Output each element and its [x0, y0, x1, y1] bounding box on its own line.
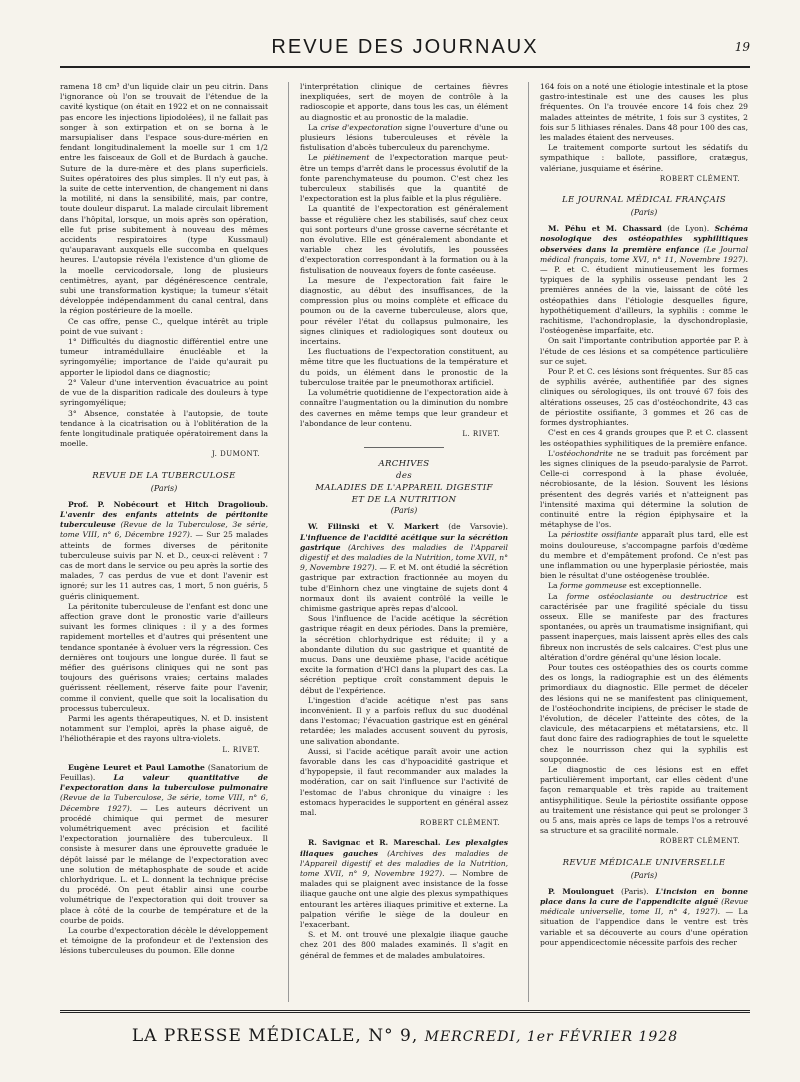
paragraph: La mesure de l'expectoration fait faire le diagnostic, au début des insuffisances, de la compression plus ou moins complète et efficace du poumon ou de la caverne tuberculeuse, alors que, pour révéler l'état du collapsus pulmonaire, les signes cliniques et radiologiques sont douteux ou incertains.	[300, 275, 508, 347]
page-number: 19	[734, 40, 750, 54]
section-title-line: MALADIES DE L'APPAREIL DIGESTIF	[315, 483, 493, 494]
paragraph: La péritonite tuberculeuse de l'enfant est donc une affection grave dont le pronostic varie d'ailleurs suivant les formes cliniques : il y a des formes rapidement mortelles et d'autres qui présentent une tendance spontanée à évoluer vers la régression. Ces dernières ont toujours une longue durée. Il faut se méfier des guérisons cliniques qui ne sont pas toujours des guérisons vraies; certains malades guérissent réellement, réserve faite pour l'avenir, comme il convient, quelle que soit la localisation du processus tuberculeux.	[60, 601, 268, 713]
paragraph: ramena 18 cm³ d'un liquide clair un peu citrin. Dans l'ignorance où l'on se trouvait de l'étendue de la cavité kystique (on était en 1922 et on ne connaissait pas encore les injections lipiodolées), il ne fallait pas songer à son extirpation et on se borna à le marsupialiser dans l'espace sous-dure-mérien en fendant longitudinalement la moelle sur 1 cm 1/2 entre les faisceaux de Goll et de Burdach à gauche. Suture de la dure-mère et des plans superficiels. Suites opératoires des plus simples. Il n'y eut pas, à la suite de cette intervention, de changement ni dans la motilité, ni dans la sensibilité, mais, par contre, toute douleur disparut. La malade circulait librement dans l'hôpital, lorsque, un mois après son opération, elle fut prise subitement à nouveau des mêmes accidents respiratoires (type Kussmaul) qu'auparavant auxquels elle succomba en quelques heures. L'autopsie révéla l'existence d'un gliome de la moelle cervicodorsale, long de plusieurs centimètres, ayant, par dégénérescence centrale, subi une transformation kystique; la tumeur s'était développée indépendamment du canal central, dans la région postérieure de la moelle.	[60, 82, 268, 316]
article-text: — Les auteurs décrivent un procédé chimique qui permet de mesurer volumétriquement avec précision et facilité l'expectoration journalière des tuberculeux. Il consiste à mesurer dans une éprouvette graduée le dépôt laissé par le mélange de l'expectoration avec une solution de métaphosphate de soude et acide chlorhydrique. L. et L. donnent la technique précise du procédé. On peut établir ainsi une courbe volumétrique de l'expectoration qui doit trouver sa place à côté de la courbe de température et de la courbe de poids.	[60, 803, 268, 925]
section-title: REVUE MÉDICALE UNIVERSELLE	[562, 857, 726, 868]
article-authors: M. Péhu et M. Chassard	[548, 224, 662, 234]
paragraph: 3° Absence, constatée à l'autopsie, de toute tendance à la cicatrisation ou à l'oblitération de la fente longitudinale pratiquée opératoirement dans la moelle.	[60, 408, 268, 449]
column-1	[60, 82, 268, 1002]
paragraph: La forme gommeuse est exceptionnelle.	[548, 581, 702, 591]
section-title	[300, 458, 508, 506]
paragraph: La volumétrie quotidienne de l'expectoration aide à connaître l'augmentation ou la diminution du nombre des cavernes en même temps que leur grandeur et l'abondance de leur contenu.	[300, 388, 508, 428]
article-text: — P. et C. étudient minutieusement les formes typiques de la syphilis osseuse pendant les 2 premières années de la vie, laissant de côté les ostéopathies dans l'étiologie desquelles figure, hypothétiquement d'ailleurs, la syphilis : comme le rachitisme, l'achondroplasie, la dyschondroplasie, l'ostéogenèse imparfaite, etc.	[540, 265, 748, 336]
article-reference: (Revue médicale universelle, tome II, n° 4, 1927).	[540, 897, 748, 917]
section-title: REVUE DE LA TUBERCULOSE	[92, 470, 236, 481]
article	[540, 224, 748, 336]
article-text: — Sur 25 malades atteints de formes diverses de péritonite tuberculeuse suivis par N. et D., ceux-ci relèvent : 7 cas de mort dans le service ou peu après la sortie des malades, 7 cas perdus de vue et dont l'avenir est ignoré; sur les 11 autres cas, 1 mort, 5 non guéris, 5 guéris cliniquement.	[60, 530, 268, 601]
section-city: (Paris)	[630, 208, 658, 218]
article	[300, 838, 508, 930]
article-institution: (de Varsovie).	[448, 522, 508, 532]
paragraph: 2° Valeur d'une intervention évacuatrice au point de vue de la disparition radicale des douleurs à type syringomyélique;	[60, 377, 268, 408]
divider	[364, 447, 444, 448]
paragraph: La périostite ossifiante apparaît plus tard, elle est moins douloureuse, s'accompagne parfois d'œdème du membre et d'empâtement profond. Ce n'est pas une inflammation ou une hyperplasie périostée, mais bien le résultat d'une ostéogenèse troublée.	[540, 530, 748, 581]
column-3	[540, 82, 748, 1002]
paragraph: L'ostéochondrite ne se traduit pas forcément par les signes cliniques de la pseudo-paralysie de Parrot. Celle-ci correspond à la phase évoluée, nécrobiosante, de la lésion. Souvent les lésions présentent des degrés variés et n'atteignent pas l'intensité maxima qui détermine la solution de continuité entre la région épiphysaire et la métaphyse de l'os.	[540, 448, 748, 530]
article	[540, 887, 748, 948]
section-title-line: ET DE LA NUTRITION	[351, 495, 457, 506]
paragraph: Pour P. et C. ces lésions sont fréquentes. Sur 85 cas de syphilis avérée, authentifiée par des signes cliniques ou sérologiques, ils ont trouvé 67 fois des altérations osseuses, 25 cas d'ostéochondrite, 43 cas de périostite ossifiante, 3 gommes et 26 cas de formes dystrophiantes.	[540, 367, 748, 428]
page-header	[60, 36, 750, 66]
paragraph: La crise d'expectoration signe l'ouverture d'une ou plusieurs lésions tuberculeuses et révèle la fistulisation d'abcès tuberculeux du parenchyme.	[300, 122, 508, 153]
section-title-line: des	[396, 471, 412, 482]
signature: L. RIVET.	[462, 429, 500, 438]
signature: J. DUMONT.	[211, 450, 260, 459]
paragraph: La quantité de l'expectoration est généralement basse et régulière chez les stabilisés, sauf chez ceux qui sont porteurs d'une grosse caverne sécrétante et non évolutive. Elle est généralement abondante et variable chez les évolutifs, les poussées d'expectoration correspondant à la formation ou à la fistulisation de nouveaux foyers de fonte caséeuse.	[300, 204, 508, 275]
journal-section-title: REVUE DES JOURNAUX	[271, 36, 539, 58]
article	[60, 763, 268, 926]
paragraph: La forme ostéoclasiante ou destructrice est caractérisée par une fragilité spéciale du tissu osseux. Elle se manifeste par des fractures spontanées, ou après un traumatisme insignifiant, qui passent inaperçues, mais laissent après elles des cals fibreux non incrustés de sels calcaires. C'est plus une altération d'ordre général qu'une lésion locale.	[540, 591, 748, 662]
article-authors: P. Moulonguet	[548, 886, 614, 896]
paragraph: Le traitement comporte surtout les sédatifs du sympathique : ballote, passiflore, cratægus, valériane, jusquiame et ésérine.	[540, 143, 748, 173]
signature: L. RIVET.	[222, 745, 260, 754]
article-authors: Prof. P. Nobécourt et Hitch Dragolioub.	[68, 499, 268, 509]
column-2	[300, 82, 508, 1002]
paragraph: La courbe d'expectoration décèle le développement et témoigne de la profondeur et de l'extension des lésions tuberculeuses du poumon. Elle donne	[60, 926, 268, 956]
paragraph: Le piétinement de l'expectoration marque peut-être un temps d'arrêt dans le processus évolutif de la fonte parenchymateuse du poumon. C'est chez les tuberculeux stabilisés que la quantité de l'expectoration est la plus faible et la plus régulière.	[300, 153, 508, 204]
article-authors: W. Filinski et V. Markert	[308, 522, 439, 532]
paragraph: Pour toutes ces ostéopathies des os courts comme des os longs, la radiographie est un des éléments primordiaux du diagnostic. Elle permet de déceler des lésions qui ne se manifestent pas cliniquement, de l'ostéochondrite incipiens, de préciser le stade de l'évolution, de déceler l'atteinte des côtes, de la clavicule, des métacarpiens et métatarsiens, etc. Il faut donc faire des radiographies de tout le squelette chez le nourrisson chez qui la syphilis est soupçonnée.	[540, 662, 748, 764]
section-city: (Paris)	[390, 506, 418, 516]
paragraph: Les fluctuations de l'expectoration constituent, au même titre que les fluctuations de la température et du poids, un élément dans le pronostic de la tuberculose traitée par le pneumothorax artificiel.	[300, 347, 508, 387]
article-reference: (Archives des maladies de l'Appareil digestif et des maladies de la Nutrition, tome XVII, n° 9, Novembre 1927).	[300, 542, 508, 573]
article-reference: (Archives des maladies de l'Appareil digestif et des maladies de la Nutrition, tome XVII, n° 9, Novembre 1927).	[300, 848, 508, 879]
paragraph: Sous l'influence de l'acide acétique la sécrétion gastrique réagit en deux périodes. Dans la première, la sécrétion chlorhydrique est réduite; il y a abondante dilution du suc gastrique et quantité de mucus. Dans une deuxième phase, l'acide acétique excite la formation d'HCl dans la plupart des cas. La sécrétion peptique croît constamment depuis le début de l'expérience.	[300, 614, 508, 695]
paragraph: L'ingestion d'acide acétique n'est pas sans inconvénient. Il y a parfois reflux du suc duodénal dans l'estomac; l'évacuation gastrique est en général retardée; les malades accusent souvent du pyrosis, une salivation abondante.	[300, 695, 508, 746]
section-title: LE JOURNAL MÉDICAL FRANÇAIS	[562, 195, 726, 206]
paragraph: 1° Difficultés du diagnostic différentiel entre une tumeur intramédullaire énucléable et la syringomyélie; importance de l'aide qu'aurait pu apporter le lipiodol dans ce diagnostic;	[60, 337, 268, 377]
paragraph: S. et M. ont trouvé une plexalgie iliaque gauche chez 201 des 800 malades examinés. Il s'agit en général de femmes et de malades ambulatoires.	[300, 930, 508, 960]
article-text: — Nombre de malades qui se plaignent avec insistance de la fosse iliaque gauche ont une algie des plexus sympathiques entourant les artères iliaques primitive et externe. La palpation vérifie le siège de la douleur en l'exacerbant.	[300, 869, 508, 930]
article	[300, 522, 508, 614]
article	[60, 500, 268, 602]
footer-rule	[60, 1010, 750, 1013]
paragraph: On sait l'importante contribution apportée par P. à l'étude de ces lésions et sa compétence particulière sur ce sujet.	[540, 336, 748, 366]
article-institution: (Paris).	[620, 886, 649, 896]
article-title: Schéma nosologique des ostéopathies syphilitiques observées dans la première enfance	[540, 224, 748, 254]
footer-date: MERCREDI, 1er FÉVRIER 1928	[424, 1029, 679, 1045]
paragraph: Ce cas offre, pense C., quelque intérêt au triple point de vue suivant :	[60, 316, 268, 336]
section-city: (Paris)	[150, 483, 178, 493]
article-authors: R. Savignac et R. Mareschal.	[308, 838, 441, 848]
article-text: — La situation de l'appendice dans le ventre est très variable et sa découverte au cours d'une opération pour appendicectomie nécessite parfois des recher	[540, 907, 748, 947]
header-rule	[60, 66, 750, 68]
article-title: L'incision en bonne place dans la cure de l'appendicite aiguë	[540, 886, 748, 907]
paragraph: Parmi les agents thérapeutiques, N. et D. insistent notamment sur l'emploi, après la phase aiguë, de l'héliothérapie et des rayons ultra-violets.	[60, 713, 268, 744]
paragraph: l'interprétation clinique de certaines fièvres inexpliquées, sert de moyen de contrôle à la radioscopie et apporte, dans tous les cas, un élément au diagnostic et au pronostic de la maladie.	[300, 82, 508, 122]
signature: ROBERT CLÉMENT.	[659, 174, 740, 183]
footer-journal: LA PRESSE MÉDICALE, N° 9,	[131, 1026, 419, 1046]
paragraph: 164 fois on a noté une étiologie intestinale et la ptose gastro-intestinale est une des causes les plus fréquentes. On l'a trouvée encore 14 fois chez 29 malades atteintes de métrite, 1 fois sur 3 cystites, 2 fois sur 5 lithiases rénales. Dans 48 pour 100 des cas, les malades étaient des nerveuses.	[540, 82, 748, 143]
article-institution: (Sanatorium de Feuillas).	[60, 762, 268, 782]
article-reference: (Revue de la Tuberculose, 3e série, tome VIII, n° 6, Décembre 1927).	[60, 520, 268, 540]
article-authors: Eugène Leuret et Paul Lamothe	[68, 762, 205, 772]
article-title: L'avenir des enfants atteints de péritonite tuberculeuse	[60, 509, 268, 530]
section-title-line: ARCHIVES	[378, 459, 430, 470]
page-footer	[60, 1026, 750, 1046]
column-rule	[528, 82, 529, 1002]
article-title: L'influence de l'acidité acétique sur la sécrétion gastrique	[300, 532, 508, 552]
section-city: (Paris)	[630, 870, 658, 880]
column-rule	[288, 82, 289, 1002]
signature: ROBERT CLÉMENT.	[419, 819, 500, 828]
signature: ROBERT CLÉMENT.	[659, 837, 740, 846]
article-title: Les plexalgies iliaques gauches	[300, 838, 508, 858]
article-reference: (Revue de la Tuberculose, 3e série, tome VIII, n° 6, Décembre 1927).	[60, 793, 268, 813]
paragraph: C'est en ces 4 grands groupes que P. et C. classent les ostéopathies syphilitiques de la première enfance.	[540, 428, 748, 448]
paragraph: Le diagnostic de ces lésions est en effet particulièrement important, car elles cèdent d'une façon remarquable et très rapide au traitement antisyphilitique. Seule la périostite ossifiante oppose au traitement une résistance qui peut se prolonger 3 ou 5 ans, mais après ce laps de temps l'os a retrouvé sa structure et sa gracilité normale.	[540, 765, 748, 836]
article-reference: (Le Journal médical français, tome XVI, n° 11, Novembre 1927).	[540, 244, 748, 264]
article-title: La valeur quantitative de l'expectoration dans la tuberculose pulmonaire	[60, 773, 268, 793]
paragraph: Aussi, si l'acide acétique paraît avoir une action favorable dans les cas d'hypoacidité gastrique et d'hypopepsie, il faut recommander aux malades la modération, car on sait l'influence sur l'activité de l'estomac de l'abus chronique du vinaigre : les estomacs hyperacides le supportent en général assez mal.	[300, 746, 508, 817]
article-text: — F. et M. ont étudié la sécrétion gastrique par extraction fractionnée au moyen du tube d'Einhorn chez une vingtaine de sujets dont 4 normaux dont ils avaient contrôlé la veille le chimisme gastrique après repas d'alcool.	[300, 563, 508, 613]
article-institution: (de Lyon).	[667, 224, 710, 234]
